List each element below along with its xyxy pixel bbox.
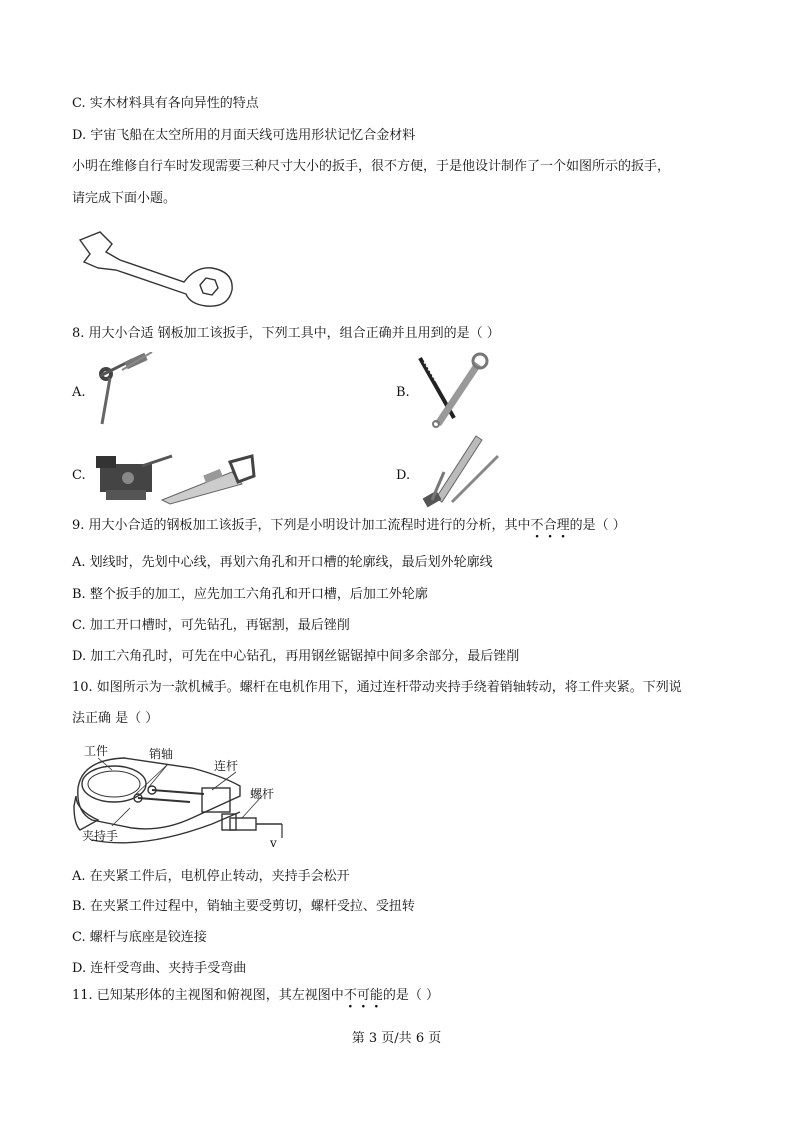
q7-option-c: C. 实木材料具有各向异性的特点 [72,96,259,111]
label-pin: 销轴 [149,747,174,761]
label-gripper: 夹持手 [82,829,119,843]
q10-option-d: D. 连杆受弯曲、夹持手受弯曲 [72,961,247,976]
drill-and-adjustable-wrench-icon [416,352,496,432]
label-screw: 螺杆 [250,787,275,801]
q10-option-a: A. 在夹紧工件后，电机停止转动，夹持手会松开 [72,869,350,884]
q9-stem-before: 9. 用大小合适的钢板加工该扳手，下列是小明设计加工流程时进行的分析，其中 [72,518,531,533]
bench-vise-and-hand-saw-icon [92,442,257,507]
q11-stem-before: 11. 已知某形体的主视图和俯视图，其左视图中 [72,988,344,1003]
q9-stem [72,517,626,535]
q7-option-d: D. 宇宙飞船在太空所用的月面天线可选用形状记忆合金材料 [72,128,416,143]
q9-emphasis-char: 理 [556,518,570,533]
q9-stem-after: 的是（ ） [569,518,626,533]
q11-emphasis-char: 可 [356,988,370,1003]
intro-line-1: 小明在维修自行车时发现需要三种尺寸大小的扳手，很不方便，于是他设计制作了一个如图所示的扳手， [72,159,671,174]
q9-emphasis-char: 合 [543,518,557,533]
page-footer: 第 3 页/共 6 页 [351,1031,442,1046]
q11-stem-after: 的是（ ） [382,988,439,1003]
q10-stem-line-1: 10. 如图所示为一款机械手。螺杆在电机作用下，通过连杆带动夹持手绕着销轴转动，将工件夹紧。下列说 [72,680,682,695]
q9-emphasis-char: 不 [530,518,544,533]
file-and-hammer-icon [416,432,506,512]
q10-option-b: B. 在夹紧工件过程中，销轴主要受剪切，螺杆受拉、受扭转 [72,899,415,914]
q8-option-d-label: D. [396,468,411,483]
q9-option-c: C. 加工开口槽时，可先钻孔，再锯割，最后锉削 [72,618,350,633]
q11-emphasis-char: 能 [369,988,383,1003]
q9-option-a: A. 划线时，先划中心线，再划六角孔和开口槽的轮廓线，最后划外轮廓线 [72,555,493,570]
q8-option-a-label: A. [72,385,86,400]
q11-emphasis-char: 不 [343,988,357,1003]
label-link: 连杆 [214,759,239,773]
q11-stem [72,987,439,1005]
tap-wrench-tool-icon [92,352,162,427]
q10-option-c: C. 螺杆与底座是铰连接 [72,930,207,945]
q9-option-d: D. 加工六角孔时，可先在中心钻孔，再用钢丝锯锯掉中间多余部分，最后锉削 [72,649,520,664]
q8-option-b-label: B. [396,385,410,400]
label-arrow-v: v [270,836,277,850]
intro-line-2: 请完成下面小题。 [72,191,177,206]
label-workpiece: 工件 [84,744,109,758]
q8-option-c-label: C. [72,468,86,483]
q9-option-b: B. 整个扳手的加工，应先加工六角孔和开口槽，后加工外轮廓 [72,587,428,602]
q8-stem: 8. 用大小合适 钢板加工该扳手，下列工具中，组合正确并且用到的是（ ） [72,326,500,341]
wrench-figure [72,228,242,308]
q10-stem-line-2: 法正确 是（ ） [72,711,159,726]
